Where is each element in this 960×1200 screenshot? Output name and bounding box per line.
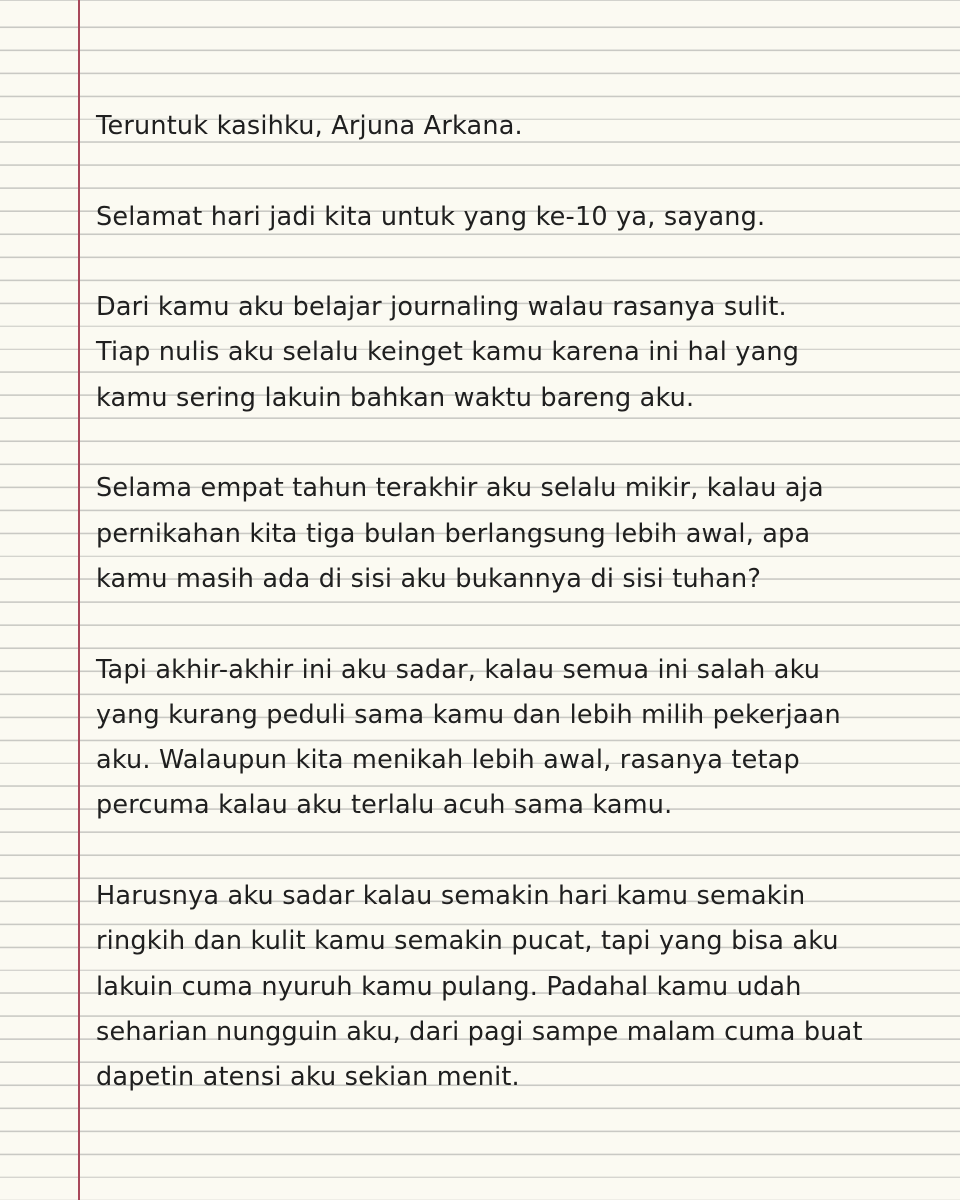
paragraph-5-line-4: seharian nungguin aku, dari pagi sampe malam cuma buat — [96, 1016, 863, 1047]
margin-line — [78, 0, 80, 1200]
paragraph-1-line-1: Selamat hari jadi kita untuk yang ke-10 ya, sayang. — [96, 201, 766, 232]
paragraph-4-line-4: percuma kalau aku terlalu acuh sama kamu. — [96, 790, 673, 821]
paragraph-2-line-1: Dari kamu aku belajar journaling walau rasanya sulit. — [96, 292, 787, 323]
greeting: Teruntuk kasihku, Arjuna Arkana. — [96, 111, 523, 141]
paragraph-gap — [96, 421, 946, 466]
paragraph-5-line-2: ringkih dan kulit kamu semakin pucat, tapi yang bisa aku — [96, 926, 839, 957]
paragraph-4-line-2: yang kurang peduli sama kamu dan lebih milih pekerjaan — [96, 699, 841, 730]
paragraph-gap — [96, 602, 946, 647]
paragraph-3-line-1: Selama empat tahun terakhir aku selalu mikir, kalau aja — [96, 473, 824, 504]
paragraph-5-line-3: lakuin cuma nyuruh kamu pulang. Padahal kamu udah — [96, 971, 802, 1002]
paragraph-2-line-3: kamu sering lakuin bahkan waktu bareng aku. — [96, 382, 695, 413]
paragraph-3-line-3: kamu masih ada di sisi aku bukannya di sisi tuhan? — [96, 563, 762, 594]
paragraph-4-line-1: Tapi akhir-akhir ini aku sadar, kalau semua ini salah aku — [96, 654, 821, 685]
paragraph-5-line-1: Harusnya aku sadar kalau semakin hari kamu semakin — [96, 881, 806, 912]
paragraph-4-line-3: aku. Walaupun kita menikah lebih awal, rasanya tetap — [96, 745, 800, 776]
paragraph-gap — [96, 149, 946, 194]
letter-body — [96, 104, 946, 1101]
paragraph-3-line-2: pernikahan kita tiga bulan berlangsung lebih awal, apa — [96, 518, 811, 549]
paragraph-gap — [96, 240, 946, 285]
paragraph-5-line-5: dapetin atensi aku sekian menit. — [96, 1062, 520, 1093]
paragraph-2-line-2: Tiap nulis aku selalu keinget kamu karena ini hal yang — [96, 337, 800, 368]
paragraph-gap — [96, 829, 946, 874]
